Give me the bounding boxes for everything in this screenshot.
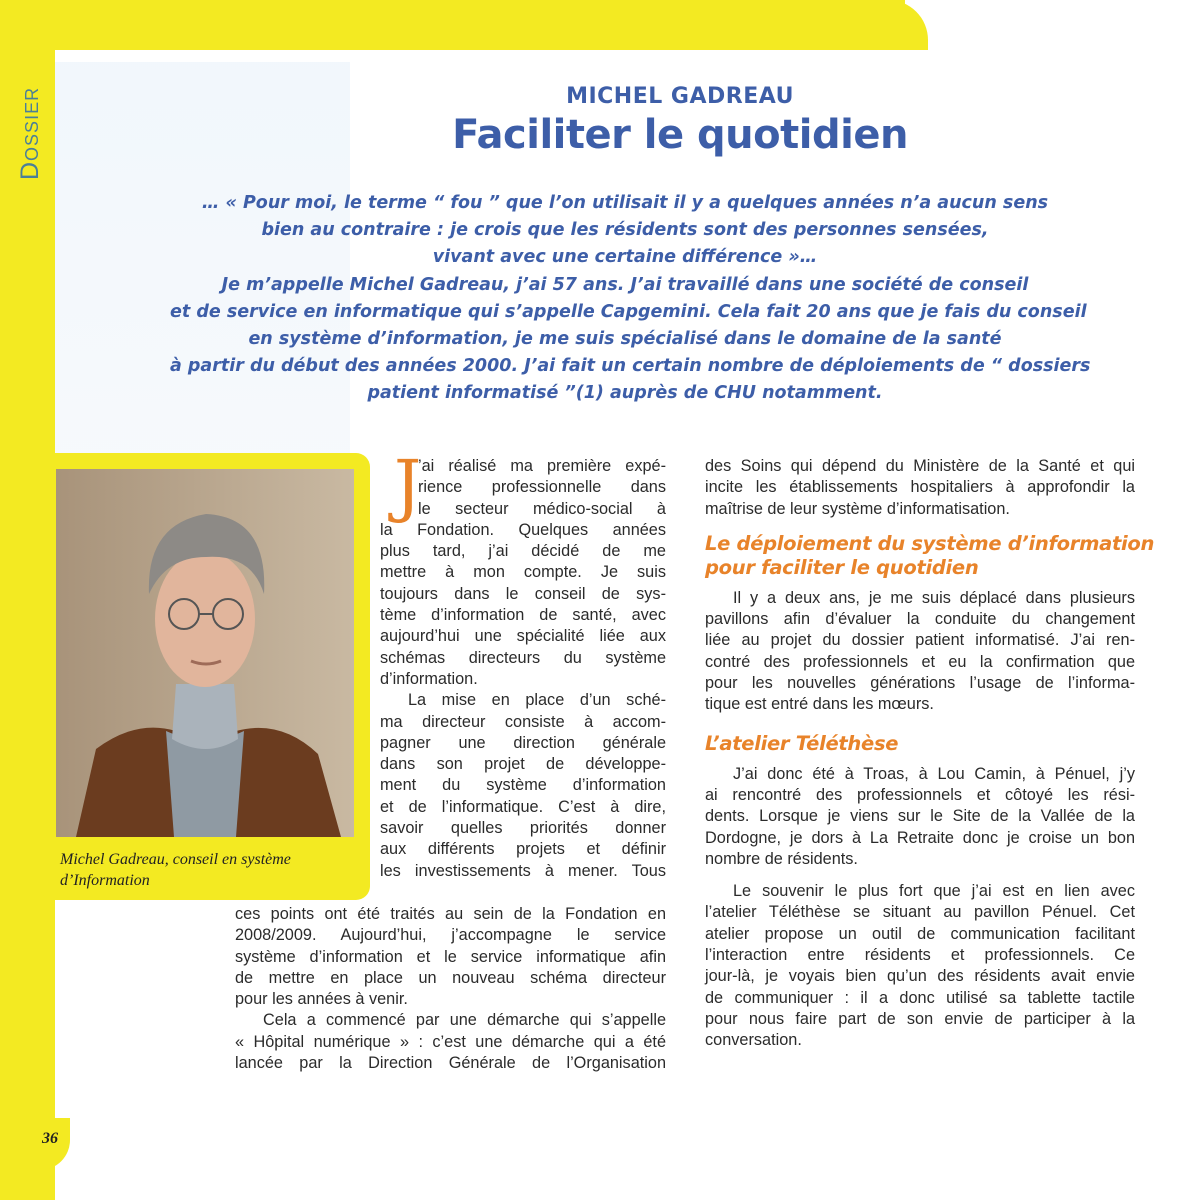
intro-line: et de service en informatique qui s’appelle Capgemini. Cela fait 20 ans que je fais du conseil [170,301,1087,322]
caption-line: Michel Gadreau, conseil en système [60,851,291,868]
text-line: système d’information et le service informatique afin [235,947,666,966]
portrait-photo [56,469,354,837]
text-line: aux différents projets et définir [380,840,666,859]
text-line: pour les nouvelles générations l’usage de l’informa- [705,674,1135,693]
text-line: pour nous faire part de son envie de participer à la [705,1009,1135,1028]
text-line: lancée par la Direction Générale de l’Organisation [235,1054,666,1073]
intro-line: à partir du début des années 2000. J’ai fait un certain nombre de déploiements de “ dossiers [170,356,1091,377]
text-line: Cela a commencé par une démarche qui s’appelle [263,1011,666,1030]
intro-line: bien au contraire : je crois que les résidents sont des personnes sensées, [261,220,989,241]
caption-line: d’Information [60,872,150,889]
text-line: dans son projet de développe- [380,755,666,774]
intro-quote [170,190,1091,408]
text-line: ai rencontré des professionnels et côtoyé les rési- [705,785,1135,804]
paragraph [705,764,1135,870]
paragraph [705,588,1135,716]
text-line: conversation. [705,1031,802,1050]
page-number: 36 [42,1130,58,1147]
article-column-1-wide [235,904,666,1074]
text-line: aujourd’hui une spécialité liée aux [380,627,666,646]
text-line: La mise en place d’un sché- [408,691,666,710]
text-line: 2008/2009. Aujourd’hui, j’accompagne le service [235,926,666,945]
headline: Faciliter le quotidien [452,112,908,158]
text-line: nombre de résidents. [705,849,858,868]
text-line: ces points ont été traités au sein de la Fondation en [235,905,666,923]
text-line: savoir quelles priorités donner [380,819,666,838]
text-line: pour les années à venir. [235,990,408,1009]
text-line: J’ai donc été à Troas, à Lou Camin, à Pénuel, j’y [733,764,1135,783]
text-line: Dordogne, je dors à La Retraite donc je croise un bon [705,828,1135,847]
page-frame-top [0,0,905,50]
text-line: le secteur médico-social à [418,499,666,518]
text-line: d’information. [380,669,478,688]
text-line: rience professionnelle dans [418,478,666,497]
text-line: plus tard, j’ai décidé de me [380,542,666,561]
text-line: l’interaction entre résidents et professionnels. Ce [705,946,1135,965]
text-line: ma directeur consiste à accom- [380,712,666,731]
text-line: les investissements à mener. Tous [380,861,666,880]
text-line: de communiquer : il a donc utilisé sa tablette tactile [705,988,1135,1007]
article-column-1 [380,456,666,882]
subheading-line: pour faciliter le quotidien [705,555,979,579]
intro-line: patient informatisé ”(1) auprès de CHU notamment. [367,383,883,404]
text-line: atelier propose un outil de communication facilitant [705,924,1135,943]
text-line: pagner une direction générale [380,733,666,752]
text-line: dents. Lorsque je viens sur le Site de la Vallée de la [705,807,1135,826]
page-frame-tab [880,0,928,50]
text-line: et de l’informatique. C’est à dire, [380,797,666,816]
text-line: maîtrise de leur système d’informatisation. [705,499,1010,518]
text-line: tique est entré dans les mœurs. [705,695,934,714]
text-line: schémas directeurs du système [380,648,666,667]
text-line: tème d’information de santé, avec [380,606,666,625]
intro-line: … « Pour moi, le terme “ fou ” que l’on utilisait il y a quelques années n’a aucun sens [201,193,1049,213]
text-line: la Fondation. Quelques années [380,520,666,539]
article-column-2 [705,456,1155,1052]
photo-caption [60,849,360,891]
text-line: liée au projet du dossier patient informatisé. J’ai ren- [705,631,1135,650]
text-line: toujours dans le conseil de sys- [380,584,666,603]
text-line: des Soins qui dépend du Ministère de la Santé et qui [705,457,1135,475]
text-line: ment du système d’information [380,776,666,795]
text-line: ’ai réalisé ma première expé- [418,457,666,475]
text-line: l’atelier Téléthèse se situant au pavillon Pénuel. Cet [705,903,1135,922]
drop-cap: J [394,447,422,526]
subheading-deployment [705,531,1155,580]
text-line: Le souvenir le plus fort que j’ai est en lien avec [733,882,1135,901]
section-label: Dossier [16,86,44,180]
text-line: pavillons afin d’évaluer la conduite du changement [705,610,1135,629]
intro-line: vivant avec une certaine différence »… [432,247,818,268]
text-line: incite les établissements hospitaliers à approfondir la [705,478,1135,497]
subheading-atelier [705,732,1135,756]
text-line: jour-là, je voyais bien qu’un des résidents avait envie [705,967,1135,986]
subheading-line: Le déploiement du système d’information [705,531,1155,555]
text-line: Il y a deux ans, je me suis déplacé dans plusieurs [733,588,1135,607]
intro-line: Je m’appelle Michel Gadreau, j’ai 57 ans. J’ai travaillé dans une société de conseil [221,274,1029,295]
text-line: de mettre en place un nouveau schéma directeur [235,968,666,987]
author-kicker: MICHEL GADREAU [566,84,794,109]
text-line: « Hôpital numérique » : c’est une démarche qui a été [235,1032,666,1051]
page-number-tab [0,1118,70,1170]
subheading-line: L’atelier Téléthèse [705,731,899,755]
text-line: mettre à mon compte. Je suis [380,563,666,582]
paragraph [705,881,1135,1051]
text-line: contré des professionnels et eu la confirmation que [705,652,1135,671]
intro-line: en système d’information, je me suis spécialisé dans le domaine de la santé [248,329,1002,350]
